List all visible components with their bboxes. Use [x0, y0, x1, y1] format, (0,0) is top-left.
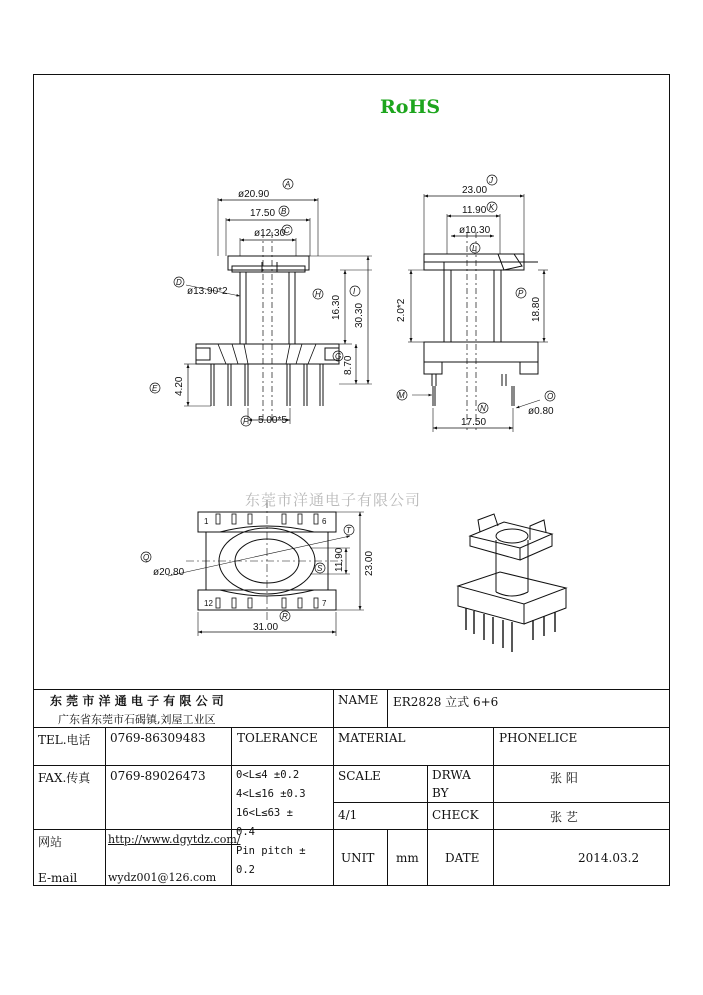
drawn-by-label-1: DRWA — [432, 768, 471, 782]
pin-label-12: 12 — [204, 599, 213, 608]
side-base — [424, 342, 538, 362]
svg-text:J: J — [489, 176, 493, 185]
email-value: wydz001@126.com — [108, 871, 217, 884]
tolerance-label: TOLERANCE — [237, 731, 318, 745]
dim-n-value: 17.50 — [461, 417, 487, 428]
dim-h-value: 16.30 — [331, 294, 342, 320]
svg-text:P: P — [518, 289, 524, 298]
svg-text:L: L — [472, 244, 477, 253]
website-label: 网站 — [38, 835, 63, 849]
pin-label-6: 6 — [322, 517, 327, 526]
tel-value: 0769-86309483 — [110, 731, 206, 745]
svg-text:A: A — [285, 180, 291, 189]
svg-text:N: N — [480, 404, 486, 413]
marker-k — [487, 202, 497, 212]
email-label: E-mail — [38, 871, 78, 885]
check-label: CHECK — [432, 808, 479, 822]
pin-label-7: 7 — [322, 599, 327, 608]
front-base — [196, 344, 342, 364]
svg-text:E: E — [152, 384, 158, 393]
side-core-tube — [444, 270, 501, 342]
dim-g-value: 8.70 — [343, 355, 354, 375]
dim-l-value: ø10.30 — [459, 225, 491, 236]
fax-value: 0769-89026473 — [110, 769, 206, 783]
pin-label-1: 1 — [204, 517, 209, 526]
website-link[interactable]: http://www.dgytdz.com/ — [108, 833, 241, 846]
svg-text:F: F — [243, 417, 248, 426]
svg-text:R: R — [282, 612, 288, 621]
drawn-by-label-2: BY — [432, 786, 449, 800]
check-value: 张 艺 — [550, 810, 578, 824]
marker-m — [397, 390, 407, 400]
marker-e — [150, 383, 160, 393]
tel-label: TEL.电话 — [38, 733, 91, 747]
marker-t — [344, 525, 354, 535]
unit-label: UNIT — [341, 851, 375, 865]
marker-i — [350, 286, 360, 296]
company-address: 广东省东莞市石碣镇,刘屋工业区 — [58, 713, 216, 726]
dimension-markers — [141, 175, 555, 621]
marker-j — [487, 175, 497, 185]
svg-text:S: S — [317, 564, 323, 573]
dim-t-value: 23.00 — [364, 550, 375, 576]
svg-text:B: B — [281, 207, 287, 216]
drawn-by-value: 张 阳 — [550, 771, 578, 785]
name-label: NAME — [338, 693, 379, 707]
dim-f-value: 5.00*5 — [258, 415, 287, 426]
dim-o-value: ø0.80 — [528, 406, 554, 417]
svg-text:I: I — [353, 287, 356, 296]
tolerance-line-3: 16<L≤63 ± — [236, 807, 293, 819]
marker-c — [282, 225, 292, 235]
dim-i-value: 30.30 — [354, 302, 365, 328]
company-name: 东 莞 市 洋 通 电 子 有 限 公 司 — [50, 694, 224, 708]
dim-a-value: ø20.90 — [238, 189, 270, 200]
tolerance-line-4: 0.4 — [236, 826, 255, 838]
marker-r — [280, 611, 290, 621]
svg-text:O: O — [547, 392, 554, 401]
svg-text:T: T — [346, 526, 351, 535]
dim-k-value: 11.90 — [462, 205, 487, 216]
date-label: DATE — [445, 851, 480, 865]
scale-label: SCALE — [338, 769, 381, 783]
tolerance-line-2: 4<L≤16 ±0.3 — [236, 788, 306, 800]
marker-o — [545, 391, 555, 401]
name-value: ER2828 立式 6+6 — [393, 695, 499, 709]
dim-j-value: 23.00 — [462, 185, 488, 196]
marker-a — [283, 179, 293, 189]
marker-g — [333, 351, 343, 361]
svg-text:C: C — [284, 226, 290, 235]
front-top-rim — [232, 266, 305, 272]
tolerance-line-1: 0<L≤4 ±0.2 — [236, 769, 300, 781]
dim-b-value: 17.50 — [250, 208, 276, 219]
svg-text:K: K — [489, 203, 495, 212]
dim-c-value: ø12.30 — [254, 228, 286, 239]
dim-2x2-value: 2.0*2 — [396, 298, 407, 322]
marker-p — [516, 288, 526, 298]
svg-text:D: D — [176, 278, 182, 287]
phenolic-label: PHONELICE — [499, 731, 578, 745]
isometric-view — [458, 514, 566, 652]
dim-p-value: 18.80 — [531, 296, 542, 322]
tolerance-line-5: Pin pitch ± — [236, 845, 306, 857]
marker-d — [174, 277, 184, 287]
front-top-flange — [228, 256, 309, 270]
dim-d-value: ø13.90*2 — [187, 286, 228, 297]
watermark: 东莞市洋通电子有限公司 — [245, 491, 422, 509]
dim-s-value: 11.90 — [334, 547, 345, 572]
tolerance-line-6: 0.2 — [236, 864, 255, 876]
fax-label: FAX.传真 — [38, 771, 91, 785]
svg-text:H: H — [315, 290, 321, 299]
marker-l — [470, 243, 480, 253]
svg-text:Q: Q — [143, 553, 150, 562]
scale-value: 4/1 — [338, 808, 358, 822]
svg-text:M: M — [398, 391, 405, 400]
front-pins — [211, 364, 323, 406]
dim-e-value: 4.20 — [174, 376, 185, 396]
marker-n — [478, 403, 488, 413]
svg-text:G: G — [335, 352, 342, 361]
rohs-label: RoHS — [380, 96, 441, 118]
unit-value: mm — [396, 851, 419, 865]
marker-b — [279, 206, 289, 216]
dim-r-value: 31.00 — [253, 622, 279, 633]
material-label: MATERIAL — [338, 731, 406, 745]
marker-s — [315, 563, 325, 573]
marker-f — [241, 416, 251, 426]
front-core-tube — [240, 272, 295, 344]
marker-q — [141, 552, 151, 562]
date-value: 2014.03.2 — [578, 851, 640, 865]
dim-q-value: ø20.80 — [153, 567, 185, 578]
marker-h — [313, 289, 323, 299]
